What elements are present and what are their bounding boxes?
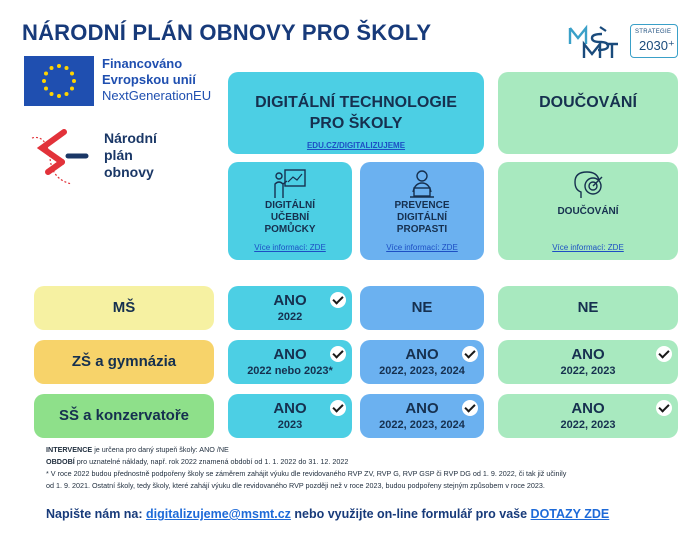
cell-0-1 [360,286,484,330]
note-1-bold: INTERVENCE [46,445,93,454]
cell-2-1 [360,394,484,438]
note-intervention [46,444,676,456]
npo-text [104,130,157,181]
subcard-tutoring-link[interactable]: Více informací: ZDE [552,243,624,252]
note-1-text: je určena pro daný stupeň školy: ANO /NE [92,445,229,454]
answer-value: ANO [405,400,439,417]
check-icon [462,346,478,362]
strategy-line2: 2030⁺ [639,38,675,53]
cell-0-0 [228,286,352,330]
row-0-label: MŠ [112,299,136,316]
eu-line3: NextGenerationEU [102,88,212,103]
answer-years: 2022 nebo 2023* [247,365,333,377]
answer-value: ANO [571,346,605,363]
answer-years: 2022, 2023 [560,419,616,431]
eu-flag-icon [24,56,94,106]
answer-value: ANO [571,400,605,417]
answer-years: 2023 [277,419,303,431]
strategy-line1: STRATEGIE [635,29,672,35]
footer-prefix: Napište nám na: [46,507,147,521]
answer [498,400,678,432]
answer-years: 2022, 2023, 2024 [379,419,465,431]
answer-years: 2022, 2023 [560,365,616,377]
subcard-1-line3: PROPASTI [396,224,448,235]
subcard-digital-gap-title [360,200,484,236]
note-asterisk-cont: od 1. 9. 2021. Ostatní školy, tedy školy, které zahájí výuku dle revidovaného RVP později než v roce 2023, budou podpořeny stejným způsobem v roce 2023. [46,481,545,490]
subcard-0-line3: POMŮCKY [264,224,316,235]
strategy-2030-logo [630,24,678,58]
subcard-1-line1: PREVENCE [394,200,450,211]
tutoring-title: DOUČOVÁNÍ [539,94,637,111]
npo-line1: Národní [104,130,157,146]
person-laptop-icon [405,168,439,200]
eu-line1: Financováno [102,56,183,71]
cell-1-2 [498,340,678,384]
answer [498,346,678,378]
subcard-digital-aids-title [228,200,352,236]
row-label-ss [34,394,214,438]
answer [498,299,678,317]
npo-line3: obnovy [104,164,154,180]
tutoring-card [498,72,678,154]
check-icon [656,346,672,362]
cell-1-1 [360,340,484,384]
answer-years: 2022 [277,311,303,323]
cell-2-0 [228,394,352,438]
target-head-icon [571,168,605,200]
cell-0-2 [498,286,678,330]
answer-years: 2022, 2023, 2024 [379,365,465,377]
row-label-ms [34,286,214,330]
note-period [46,456,676,468]
note-2-bold: OBDOBÍ [46,457,75,466]
check-icon [330,292,346,308]
answer-value: NE [411,299,433,316]
row-1-label: ZŠ a gymnázia [71,353,177,370]
digital-technology-card [228,72,484,154]
subcard-0-line2: UČEBNÍ [270,212,310,223]
footer-middle: nebo využijte on-line formulář pro vaše [290,507,531,521]
edu-link[interactable]: EDU.CZ/DIGITALIZUJEME [306,141,406,150]
answer-value: NE [577,299,599,316]
subcard-1-line2: DIGITÁLNÍ [397,212,447,223]
subcard-tutoring-title [498,206,678,218]
subcard-digital-gap [360,162,484,260]
questions-link[interactable]: DOTAZY ZDE [530,507,610,521]
check-icon [330,400,346,416]
subcard-digital-aids [228,162,352,260]
digital-title-line1: DIGITÁLNÍ TECHNOLOGIE [255,94,457,111]
answer-value: ANO [273,292,307,309]
eu-line2: Evropskou unií [102,72,196,87]
cell-1-0 [228,340,352,384]
subcard-0-line1: DIGITÁLNÍ [265,200,315,211]
subcard-2-line1: DOUČOVÁNÍ [557,206,619,217]
subcard-tutoring [498,162,678,260]
answer-value: ANO [273,400,307,417]
answer-value: ANO [273,346,307,363]
cell-2-2 [498,394,678,438]
msmt-logo [568,24,620,60]
digital-title-line2: PRO ŠKOLY [309,115,403,132]
answer [360,299,484,317]
npo-logo-icon [28,128,96,190]
answer-value: ANO [405,346,439,363]
teacher-board-icon [273,168,307,200]
email-link[interactable]: digitalizujeme@msmt.cz [146,507,291,521]
row-2-label: SŠ a konzervatoře [58,407,190,424]
row-label-zs [34,340,214,384]
note-asterisk: * V roce 2022 budou přednostně podpořeny školy se záměrem zahájit výuku dle revidovaného RVP ZV, RVP G, RVP GSP či RVP DG od 1. 9. 2022, či tak již učinily [46,469,567,478]
eu-funding-text [102,56,211,104]
note-2-text: pro uznatelné náklady, např. rok 2022 znamená období od 1. 1. 2022 do 31. 12. 2022 [74,457,349,466]
check-icon [330,346,346,362]
contact-footer [46,507,609,521]
subcard-digital-aids-link[interactable]: Více informací: ZDE [254,243,326,252]
digital-technology-title [228,92,484,134]
page-title: NÁRODNÍ PLÁN OBNOVY PRO ŠKOLY [22,20,432,45]
npo-line2: plán [104,147,133,163]
check-icon [656,400,672,416]
subcard-digital-gap-link[interactable]: Více informací: ZDE [386,243,458,252]
check-icon [462,400,478,416]
footnotes [46,444,676,492]
